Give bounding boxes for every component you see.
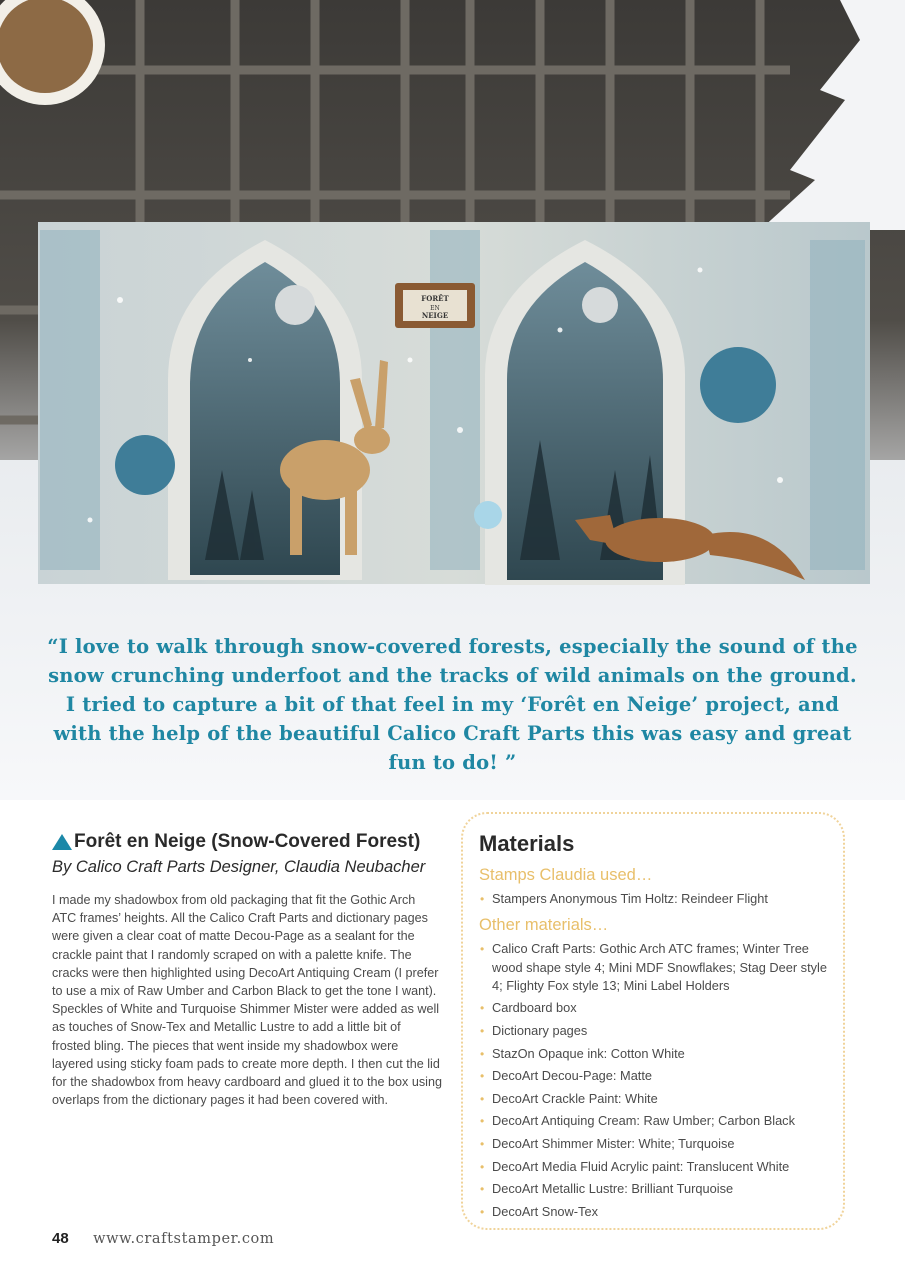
bullet-icon: • [480,892,485,906]
bullet-icon: • [480,1159,485,1174]
label-line-3: NEIGE [421,311,449,320]
byline: By Calico Craft Parts Designer, Claudia Neubacher [52,858,426,876]
bullet-icon: • [480,1091,485,1106]
bullet-icon: • [480,1204,485,1219]
pull-quote: “I love to walk through snow-covered forests, especially the sound of the snow crunching underfoot and the tracks of wild animals on the ground. I tried to capture a bit of that feel in my ‘Forêt en Neige’ project, and with the help of the beautiful Calico Craft Parts this was easy and great fun to do! ” [47,635,858,774]
bullet-icon: • [480,1046,485,1061]
list-item [479,1022,827,1040]
list-item [479,1135,827,1153]
label-line-1: FORÊT [421,294,449,303]
article-body: I made my shadowbox from old packaging that fit the Gothic Arch ATC frames’ heights. All the Calico Craft Parts and dictionary pages were given a clear coat of matte Decou-Page as a sealant for the crackle paint that I randomly scraped on with a palette knife. The cracks were then highlighted using DecoArt Antiquing Cream (I prefer to use a mix of Raw Umber and Carbon Black to get the tone I want). Speckles of White and Turquoise Shimmer Mister were added as well as touches of Snow-Tex and Metallic Lustre to add a little bit of frosted bling. The pieces that went inside my shadowbox were layered using sticky foam pads to create more depth. I then cut the lid for the shadowbox from heavy cardboard and glued it to the box using overlaps from the dictionary pages it had been covered with. [52,893,442,1108]
bullet-icon: • [480,1137,485,1152]
list-item [479,1067,827,1085]
material-3: StazOn Opaque ink: Cotton White [492,1045,685,1061]
website-url: www.craftstamper.com [93,1231,275,1247]
bullet-icon: • [480,1001,485,1016]
bullet-icon: • [480,942,485,957]
label-line-2: EN [430,305,440,312]
other-heading: Other materials… [479,916,609,935]
material-6: DecoArt Antiquing Cream: Raw Umber; Carbon Black [492,1113,795,1129]
stamps-heading: Stamps Claudia used… [479,866,653,884]
material-10: DecoArt Snow-Tex [492,1203,598,1219]
material-9: DecoArt Metallic Lustre: Brilliant Turquoise [492,1181,734,1197]
list-item [479,1045,827,1063]
bullet-icon: • [480,1024,485,1039]
material-0: Calico Craft Parts: Gothic Arch ATC frames; Winter Tree wood shape style 4; Mini MDF Snowflakes; Stag Deer style 4; Flighty Fox style 13; Mini Label Holders [492,941,827,993]
list-item [479,1090,827,1108]
bullet-icon: • [480,1182,485,1197]
list-item [479,940,827,995]
page-number: 48 [52,1230,69,1247]
list-item [479,1112,827,1130]
material-8: DecoArt Media Fluid Acrylic paint: Translucent White [492,1158,790,1174]
stamp-0: Stampers Anonymous Tim Holtz: Reindeer Flight [492,891,768,906]
footer [52,1230,452,1248]
article-title: Forêt en Neige (Snow-Covered Forest) [74,831,421,852]
material-4: DecoArt Decou-Page: Matte [492,1068,653,1084]
bullet-icon: • [480,1114,485,1129]
material-5: DecoArt Crackle Paint: White [492,1090,658,1106]
triangle-icon [52,834,72,850]
list-item [479,1158,827,1176]
material-7: DecoArt Shimmer Mister: White; Turquoise [492,1136,735,1152]
article [52,830,442,1109]
bullet-icon: • [480,1069,485,1084]
other-list [479,940,827,1221]
materials-box [461,812,845,1230]
list-item [479,1180,827,1198]
stamps-list [479,890,827,908]
list-item [479,1203,827,1221]
materials-title: Materials [479,831,575,856]
material-1: Cardboard box [492,1000,577,1016]
material-2: Dictionary pages [492,1023,588,1039]
list-item [479,999,827,1017]
list-item [479,890,827,908]
title-row [52,830,442,854]
